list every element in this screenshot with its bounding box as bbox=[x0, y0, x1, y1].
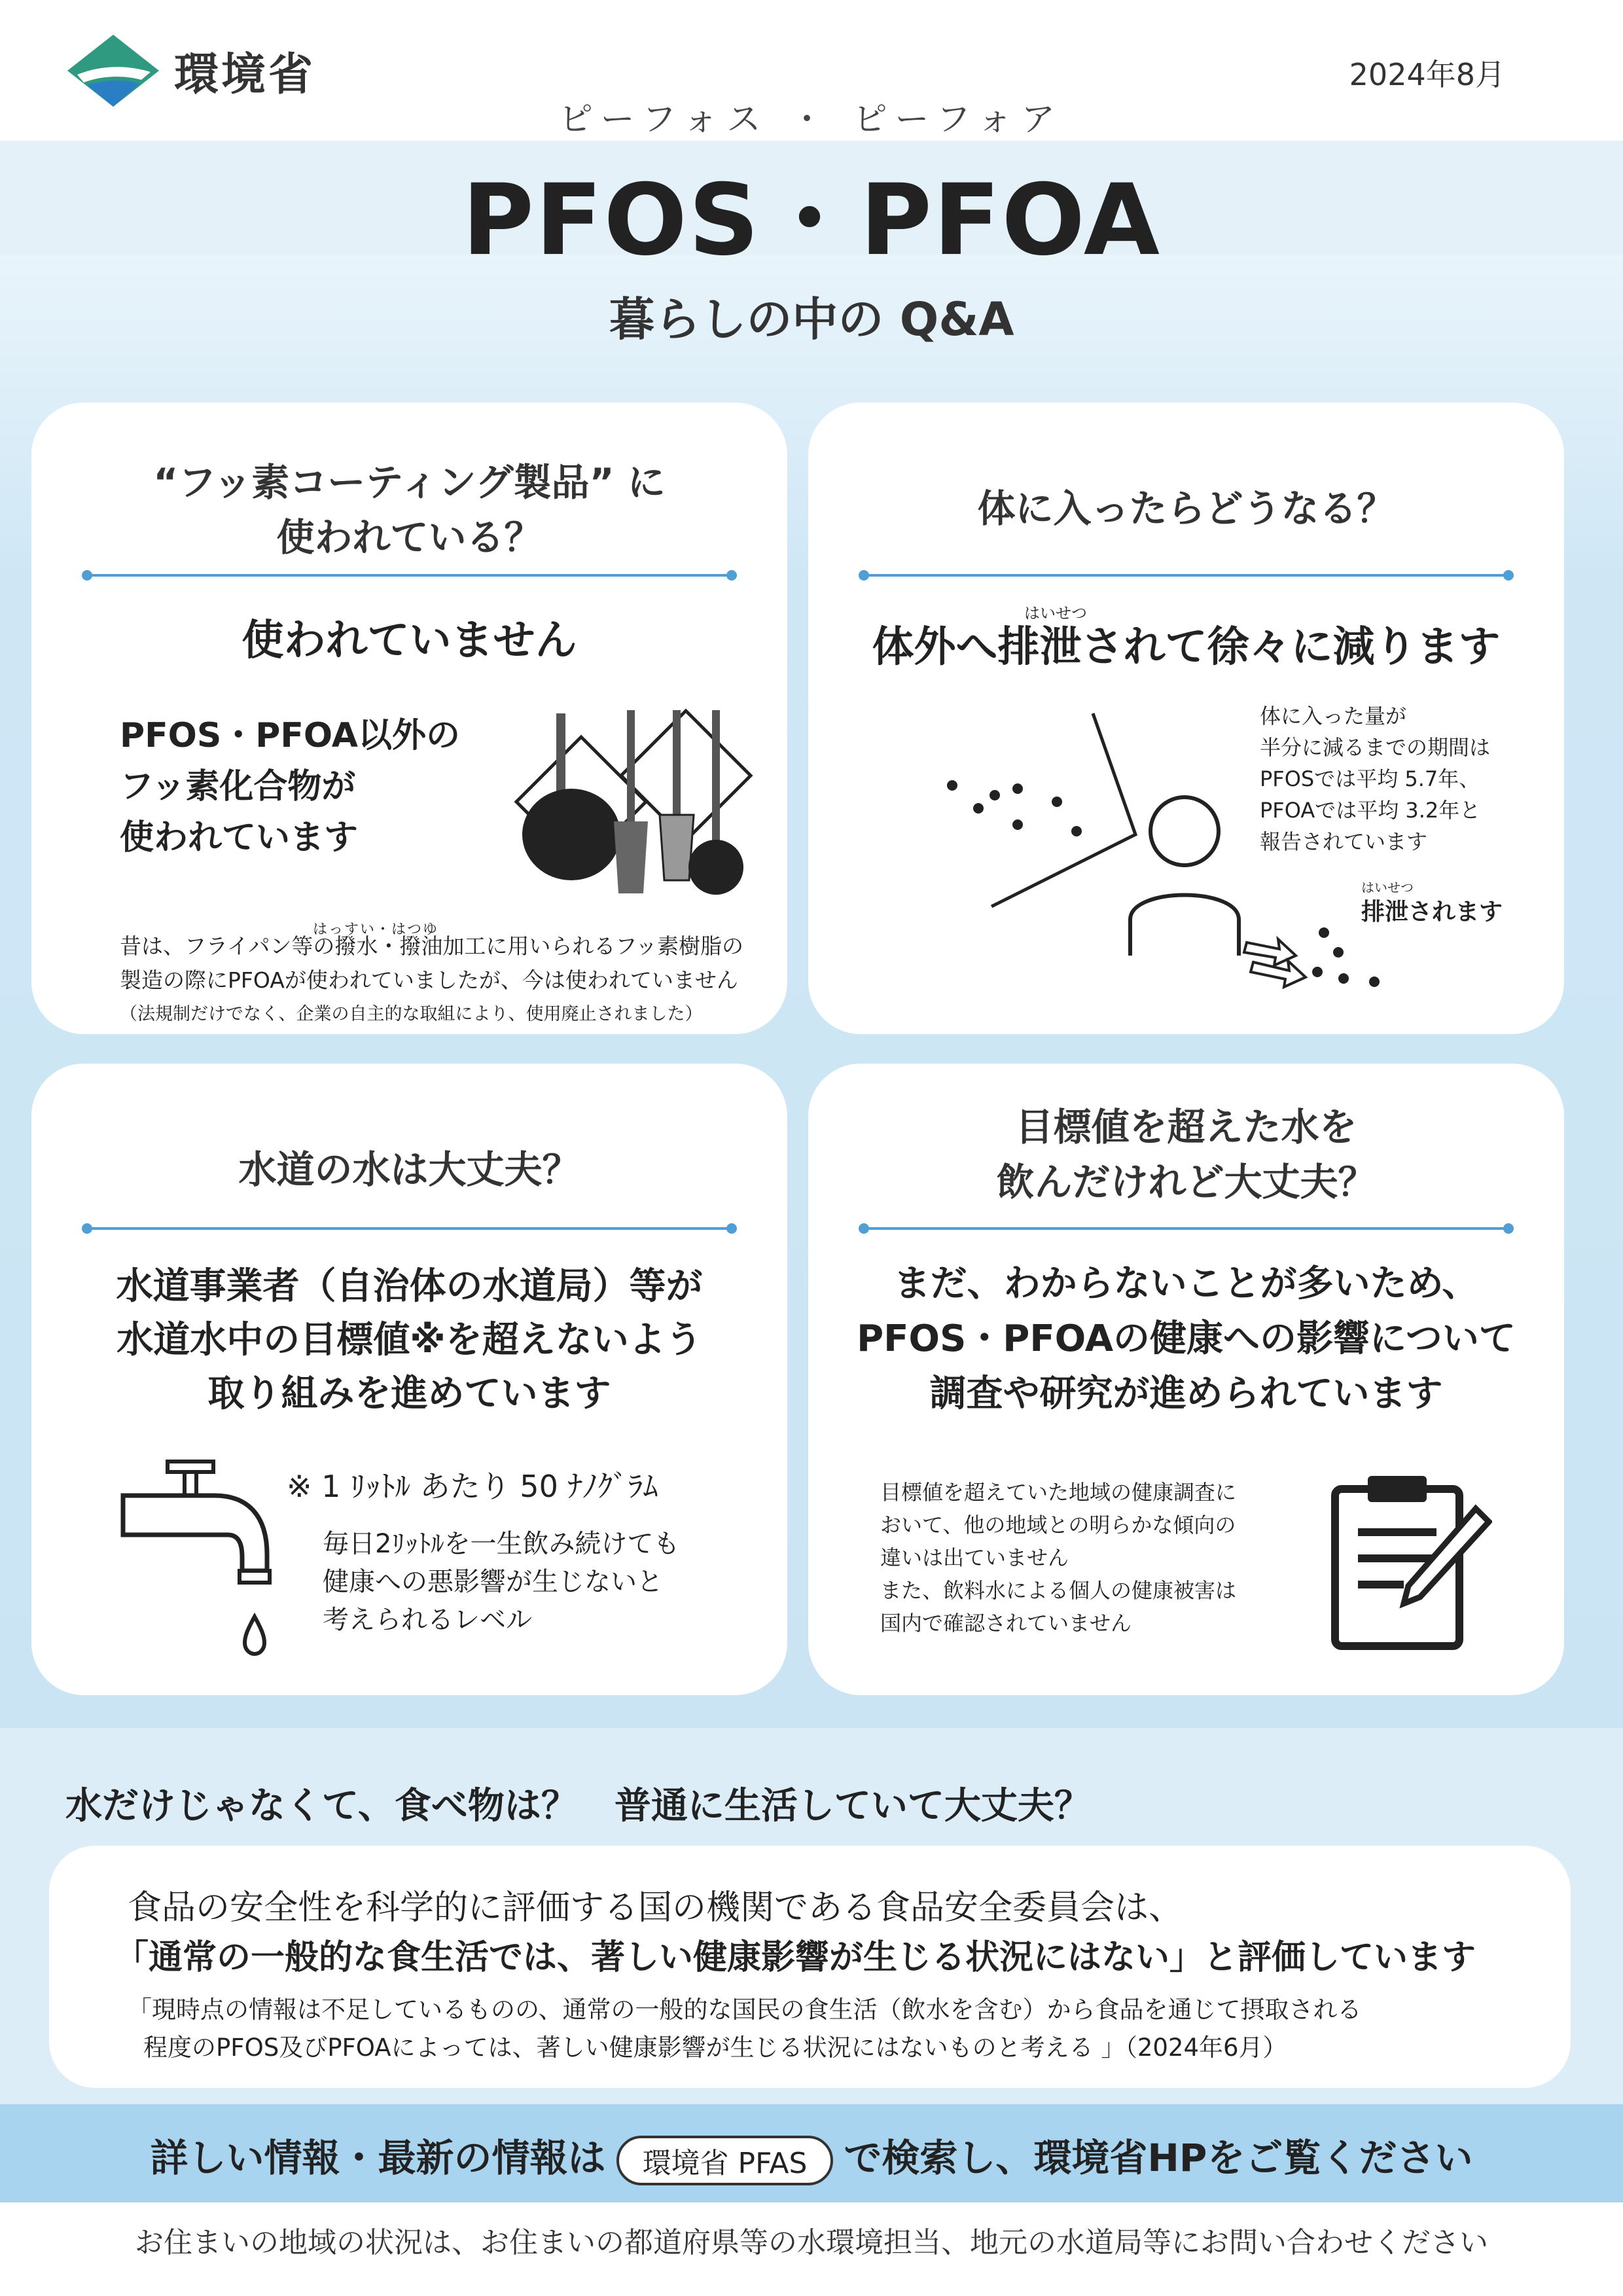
cookware-icon bbox=[509, 704, 758, 906]
faucet-icon bbox=[116, 1450, 274, 1672]
survey-detail bbox=[880, 1476, 1236, 1640]
detail-line: 毎日2ﾘｯﾄﾙを一生飲み続けても bbox=[323, 1529, 680, 1559]
answer-line: 水道水中の目標値※を超えないよう bbox=[116, 1319, 702, 1361]
card-answer bbox=[808, 1257, 1564, 1422]
divider bbox=[864, 1227, 1508, 1230]
divider bbox=[864, 574, 1508, 577]
question-line: 使われている？ bbox=[276, 515, 543, 560]
search-guide bbox=[0, 2127, 1623, 2185]
card-question: 水道の水は大丈夫？ bbox=[238, 1147, 580, 1192]
answer-line: まだ、わからないことが多いため、 bbox=[893, 1263, 1479, 1305]
quote-line: 程度のPFOS及びPFOAによっては、著しい健康影響が生じる状況にはないものと考える 」（2024年6月） bbox=[143, 2034, 1287, 2062]
footer-note: お住まいの地域の状況は、お住まいの都道府県等の水環境担当、地元の水道局等にお問い合わせください bbox=[135, 2226, 1488, 2259]
detail-line: 半分に減るまでの期間は bbox=[1260, 735, 1491, 760]
title-ruby: ピーフォス ・ ピーフォア bbox=[558, 100, 1065, 139]
qa-card-body bbox=[808, 403, 1564, 1034]
detail-line: 国内で確認されていません bbox=[880, 1611, 1132, 1636]
note-line: 昔は、フライパン等の撥水・撥油加工に用いられるフッ素樹脂の bbox=[120, 933, 744, 959]
target-footnote: ※ 1 ﾘｯﾄﾙ あたり 50 ﾅﾉｸﾞﾗﾑ bbox=[287, 1469, 658, 1504]
answer-line: PFOS・PFOAの健康への影響について bbox=[857, 1318, 1516, 1360]
search-keyword-pill: 環境省 PFAS bbox=[616, 2136, 834, 2185]
detail-line: 健康への悪影響が生じないと bbox=[323, 1567, 663, 1597]
card-answer: 体外へ排泄されて徐々に減ります bbox=[872, 623, 1501, 672]
note-ruby: はっすい・はつゆ bbox=[313, 922, 439, 938]
detail-line: 考えられるレベル bbox=[323, 1605, 532, 1635]
answer-line: 調査や研究が進められています bbox=[929, 1372, 1443, 1415]
detail-line: PFOAでは平均 3.2年と bbox=[1260, 798, 1481, 823]
food-quote bbox=[128, 1991, 1362, 2067]
question-line: “フッ素コーティング製品” に bbox=[153, 460, 666, 505]
excrete-label: 排泄されます bbox=[1361, 899, 1503, 925]
qa-card-exceeded bbox=[808, 1064, 1564, 1695]
detail-line: 報告されています bbox=[1260, 829, 1428, 854]
detail-line: PFOSでは平均 5.7年、 bbox=[1260, 766, 1480, 791]
detail-line: 体に入った量が bbox=[1260, 704, 1407, 728]
food-line-1: 食品の安全性を科学的に評価する国の機関である食品安全委員会は、 bbox=[128, 1888, 1183, 1928]
ministry-name: 環境省 bbox=[174, 48, 316, 101]
note-small: （法規制だけでなく、企業の自主的な取組により、使用廃止されました） bbox=[120, 1004, 703, 1024]
answer-points bbox=[120, 710, 460, 863]
half-life-detail bbox=[1260, 700, 1490, 857]
food-line-2: 「通常の一般的な食生活では、著しい健康影響が生じる状況にはない」と評価しています bbox=[115, 1938, 1476, 1977]
card-question bbox=[31, 455, 787, 565]
food-heading: 水だけじゃなくて、食べ物は？ 普通に生活していて大丈夫？ bbox=[65, 1785, 1091, 1827]
detail-line: 目標値を超えていた地域の健康調査に bbox=[880, 1480, 1237, 1505]
question-line: 目標値を超えた水を bbox=[1015, 1105, 1357, 1149]
clipboard-icon bbox=[1329, 1469, 1492, 1653]
card-question bbox=[808, 1100, 1564, 1210]
search-guide-before: 詳しい情報・最新の情報は bbox=[150, 2136, 606, 2180]
note-line: 製造の際にPFOAが使われていましたが、今は使われていません bbox=[120, 967, 738, 993]
excrete-ruby: はいせつ bbox=[1361, 880, 1414, 895]
qa-card-tapwater bbox=[31, 1064, 787, 1695]
question-line: 飲んだけれど大丈夫？ bbox=[996, 1160, 1376, 1204]
divider bbox=[87, 1227, 732, 1230]
answer-line: 水道事業者（自治体の水道局）等が bbox=[116, 1265, 703, 1308]
answer-line: 取り組みを進めています bbox=[207, 1372, 611, 1415]
point-line: PFOS・PFOA以外の bbox=[120, 716, 460, 755]
card-answer: 使われていません bbox=[241, 617, 577, 665]
detail-line: また、飲料水による個人の健康被害は bbox=[880, 1578, 1237, 1603]
search-guide-after: で検索し、環境省HPをご覧ください bbox=[844, 2136, 1473, 2180]
issue-date: 2024年8月 bbox=[1349, 57, 1505, 92]
quote-line: 「現時点の情報は不足しているものの、通常の一般的な国民の食生活（飲水を含む）から食品を通じて摂取される bbox=[128, 1996, 1362, 2024]
answer-ruby: はいせつ bbox=[1024, 604, 1087, 622]
page-subtitle: 暮らしの中の Q&A bbox=[609, 293, 1014, 346]
detail-line: 違いは出ていません bbox=[880, 1545, 1069, 1570]
qa-card-coating bbox=[31, 403, 787, 1034]
target-detail bbox=[323, 1525, 679, 1639]
divider bbox=[87, 574, 732, 577]
food-answer-card bbox=[49, 1846, 1571, 2088]
page-title: PFOS・PFOA bbox=[462, 164, 1161, 278]
card-note bbox=[120, 929, 743, 1031]
detail-line: おいて、他の地域との明らかな傾向の bbox=[880, 1513, 1236, 1537]
point-line: フッ素化合物が bbox=[120, 767, 356, 806]
card-question: 体に入ったらどうなる？ bbox=[977, 486, 1395, 531]
card-answer bbox=[31, 1260, 787, 1421]
point-line: 使われています bbox=[120, 818, 359, 857]
